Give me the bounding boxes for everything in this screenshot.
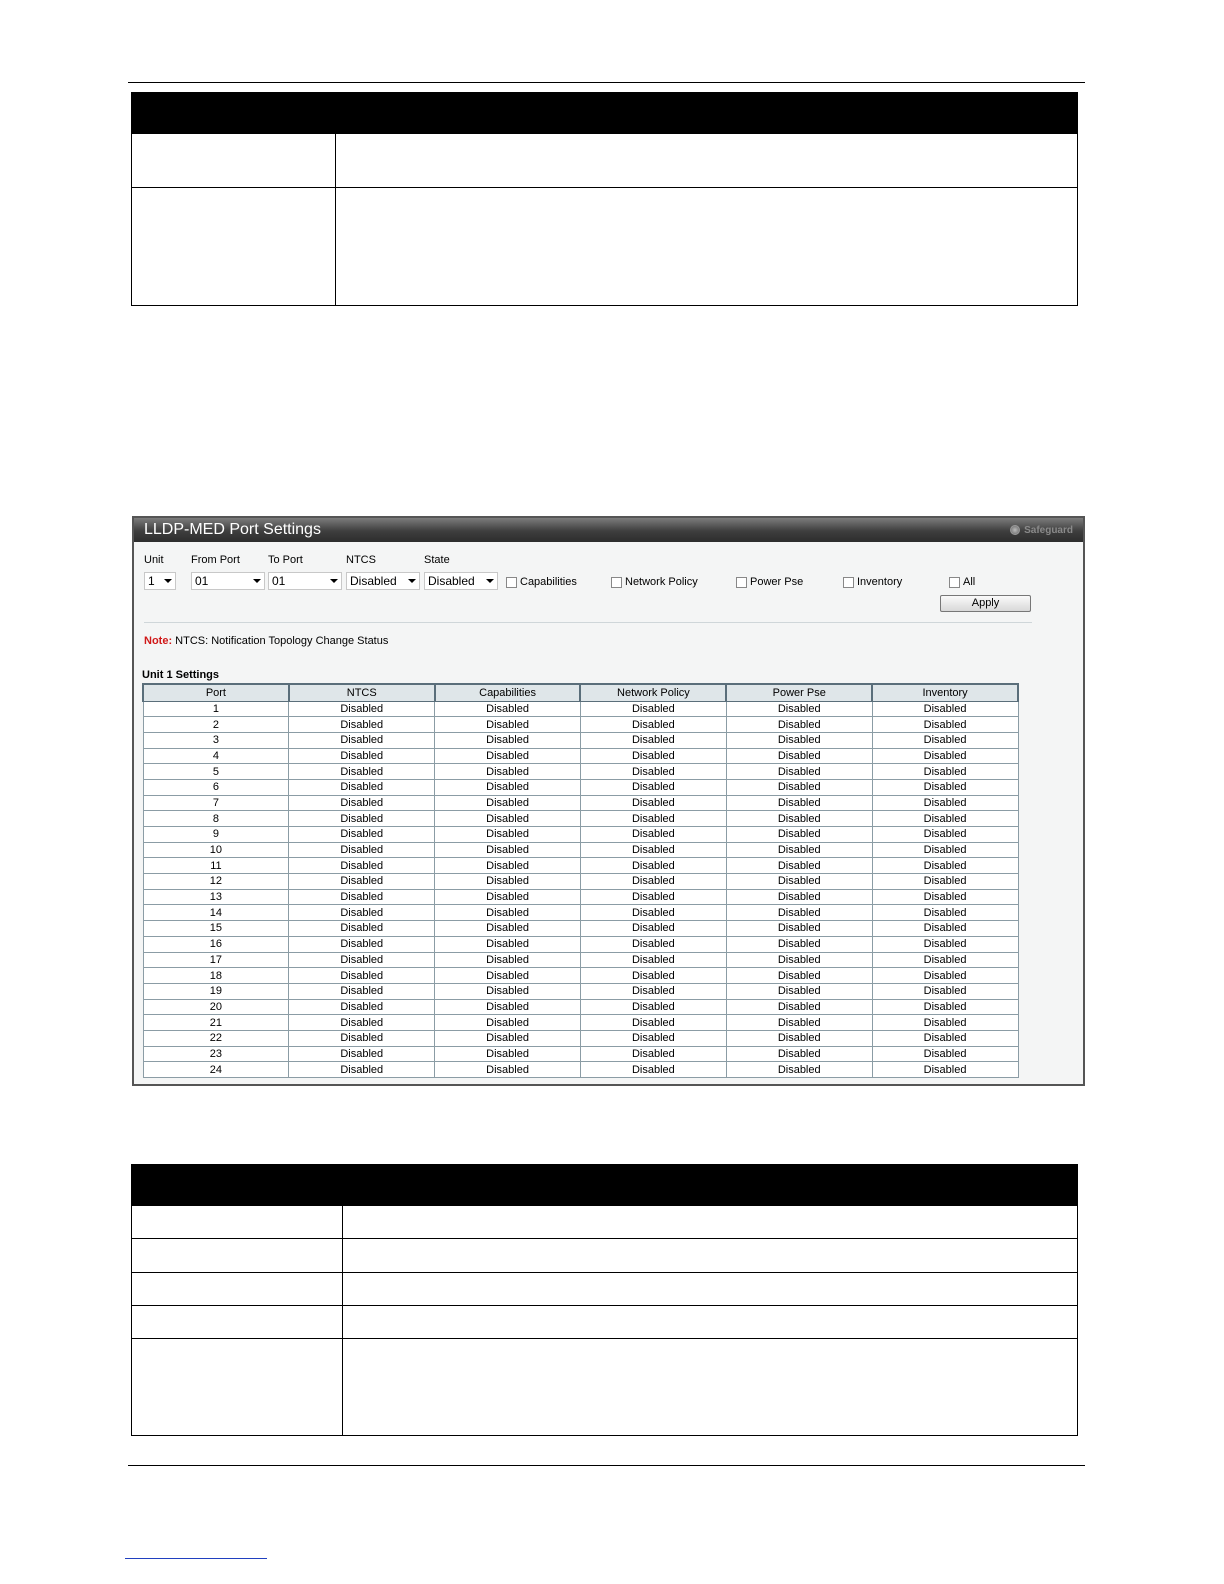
checkbox-icon xyxy=(611,577,622,588)
status-cell: Disabled xyxy=(726,748,872,764)
status-cell: Disabled xyxy=(872,952,1018,968)
status-cell: Disabled xyxy=(872,921,1018,937)
status-cell: Disabled xyxy=(435,717,581,733)
port-cell: 23 xyxy=(143,1046,289,1062)
table-row xyxy=(143,1046,1018,1062)
apply-button[interactable]: Apply xyxy=(940,595,1031,612)
safeguard-indicator xyxy=(1010,525,1073,536)
table-row xyxy=(143,905,1018,921)
port-cell: 2 xyxy=(143,717,289,733)
status-cell: Disabled xyxy=(726,905,872,921)
table-row xyxy=(143,889,1018,905)
port-cell: 18 xyxy=(143,968,289,984)
status-cell: Disabled xyxy=(872,983,1018,999)
status-cell: Disabled xyxy=(872,968,1018,984)
status-cell: Disabled xyxy=(872,905,1018,921)
status-cell: Disabled xyxy=(435,748,581,764)
status-cell: Disabled xyxy=(872,999,1018,1015)
column-header: Inventory xyxy=(872,684,1018,701)
status-cell: Disabled xyxy=(289,701,435,717)
status-cell: Disabled xyxy=(580,779,726,795)
status-cell: Disabled xyxy=(580,952,726,968)
table-row xyxy=(143,795,1018,811)
status-cell: Disabled xyxy=(726,1030,872,1046)
table-row xyxy=(143,717,1018,733)
table-row xyxy=(143,1030,1018,1046)
status-cell: Disabled xyxy=(872,764,1018,780)
status-cell: Disabled xyxy=(872,717,1018,733)
from-port-select-value: 01 xyxy=(195,574,209,588)
status-cell: Disabled xyxy=(580,968,726,984)
port-cell: 22 xyxy=(143,1030,289,1046)
port-cell: 16 xyxy=(143,936,289,952)
inventory-checkbox[interactable] xyxy=(843,576,902,588)
status-cell: Disabled xyxy=(726,921,872,937)
table-row xyxy=(143,858,1018,874)
status-cell: Disabled xyxy=(726,701,872,717)
status-cell: Disabled xyxy=(872,936,1018,952)
parameter-table-row xyxy=(132,1272,1077,1305)
status-cell: Disabled xyxy=(726,874,872,890)
status-cell: Disabled xyxy=(580,795,726,811)
parameter-table-row xyxy=(132,133,1077,187)
status-cell: Disabled xyxy=(435,858,581,874)
status-cell: Disabled xyxy=(872,874,1018,890)
port-cell: 20 xyxy=(143,999,289,1015)
status-cell: Disabled xyxy=(872,779,1018,795)
table-row xyxy=(143,936,1018,952)
status-cell: Disabled xyxy=(580,905,726,921)
table-row xyxy=(143,1062,1018,1078)
status-cell: Disabled xyxy=(435,764,581,780)
window-title: LLDP-MED Port Settings xyxy=(144,521,321,538)
checkbox-icon xyxy=(949,577,960,588)
status-cell: Disabled xyxy=(580,1046,726,1062)
port-cell: 5 xyxy=(143,764,289,780)
status-cell: Disabled xyxy=(289,983,435,999)
status-cell: Disabled xyxy=(726,936,872,952)
to-port-select-value: 01 xyxy=(272,574,286,588)
status-cell: Disabled xyxy=(435,732,581,748)
status-cell: Disabled xyxy=(580,889,726,905)
port-cell: 15 xyxy=(143,921,289,937)
table-row xyxy=(143,1015,1018,1031)
note-text: NTCS: Notification Topology Change Status xyxy=(172,635,389,647)
table-row xyxy=(143,811,1018,827)
capabilities-checkbox-label: Capabilities xyxy=(520,576,577,588)
status-cell: Disabled xyxy=(435,874,581,890)
table-row xyxy=(143,968,1018,984)
table-row xyxy=(143,921,1018,937)
status-cell: Disabled xyxy=(289,1062,435,1078)
status-cell: Disabled xyxy=(435,1062,581,1078)
parameter-table-row xyxy=(132,187,1077,305)
table-row xyxy=(143,983,1018,999)
divider xyxy=(144,622,1032,623)
parameter-table-bottom xyxy=(131,1164,1078,1436)
status-cell: Disabled xyxy=(726,811,872,827)
status-cell: Disabled xyxy=(872,1062,1018,1078)
status-cell: Disabled xyxy=(872,858,1018,874)
port-cell: 6 xyxy=(143,779,289,795)
status-cell: Disabled xyxy=(872,1015,1018,1031)
ntcs-select[interactable] xyxy=(346,572,420,590)
status-cell: Disabled xyxy=(289,795,435,811)
status-cell: Disabled xyxy=(289,842,435,858)
status-cell: Disabled xyxy=(435,1015,581,1031)
status-cell: Disabled xyxy=(726,1062,872,1078)
table-row xyxy=(143,701,1018,717)
all-checkbox-label: All xyxy=(963,576,976,588)
parameter-table-header xyxy=(132,1165,1077,1205)
inventory-checkbox-label: Inventory xyxy=(857,576,903,588)
checkbox-icon xyxy=(843,577,854,588)
status-cell: Disabled xyxy=(872,795,1018,811)
port-cell: 19 xyxy=(143,983,289,999)
status-cell: Disabled xyxy=(289,1030,435,1046)
column-header: NTCS xyxy=(289,684,435,701)
parameter-table-header xyxy=(132,93,1077,133)
status-cell: Disabled xyxy=(580,748,726,764)
status-cell: Disabled xyxy=(289,921,435,937)
status-cell: Disabled xyxy=(289,936,435,952)
port-cell: 9 xyxy=(143,827,289,843)
footer-rule xyxy=(128,1465,1085,1466)
status-cell: Disabled xyxy=(289,827,435,843)
column-header: Network Policy xyxy=(580,684,726,701)
table-row xyxy=(143,874,1018,890)
status-cell: Disabled xyxy=(289,764,435,780)
status-cell: Disabled xyxy=(726,1015,872,1031)
table-row xyxy=(143,827,1018,843)
unit-select[interactable] xyxy=(144,572,176,590)
status-cell: Disabled xyxy=(289,889,435,905)
capabilities-checkbox[interactable] xyxy=(506,576,577,588)
parameter-table-top xyxy=(131,92,1078,306)
status-cell: Disabled xyxy=(872,827,1018,843)
port-cell: 14 xyxy=(143,905,289,921)
status-cell: Disabled xyxy=(726,968,872,984)
status-cell: Disabled xyxy=(435,905,581,921)
network-policy-checkbox-label: Network Policy xyxy=(625,576,698,588)
status-cell: Disabled xyxy=(435,952,581,968)
port-cell: 12 xyxy=(143,874,289,890)
safeguard-status-icon xyxy=(1010,525,1020,535)
status-cell: Disabled xyxy=(580,874,726,890)
status-cell: Disabled xyxy=(435,811,581,827)
port-cell: 1 xyxy=(143,701,289,717)
status-cell: Disabled xyxy=(289,748,435,764)
from-port-select[interactable] xyxy=(191,572,265,590)
port-cell: 10 xyxy=(143,842,289,858)
status-cell: Disabled xyxy=(726,952,872,968)
status-cell: Disabled xyxy=(726,732,872,748)
status-cell: Disabled xyxy=(580,717,726,733)
status-cell: Disabled xyxy=(289,874,435,890)
status-cell: Disabled xyxy=(580,858,726,874)
status-cell: Disabled xyxy=(872,1030,1018,1046)
checkbox-icon xyxy=(506,577,517,588)
ntcs-label: NTCS xyxy=(346,554,376,566)
table-row xyxy=(143,999,1018,1015)
status-cell: Disabled xyxy=(435,827,581,843)
status-cell: Disabled xyxy=(872,811,1018,827)
status-cell: Disabled xyxy=(580,701,726,717)
footer-link-underline xyxy=(125,1558,267,1559)
status-cell: Disabled xyxy=(289,952,435,968)
status-cell: Disabled xyxy=(726,779,872,795)
table-row xyxy=(143,748,1018,764)
status-cell: Disabled xyxy=(580,842,726,858)
port-cell: 11 xyxy=(143,858,289,874)
status-cell: Disabled xyxy=(580,827,726,843)
status-cell: Disabled xyxy=(580,732,726,748)
to-port-select[interactable] xyxy=(268,572,342,590)
port-cell: 21 xyxy=(143,1015,289,1031)
status-cell: Disabled xyxy=(435,921,581,937)
status-cell: Disabled xyxy=(435,1046,581,1062)
status-cell: Disabled xyxy=(726,827,872,843)
status-cell: Disabled xyxy=(289,732,435,748)
port-cell: 3 xyxy=(143,732,289,748)
table-row xyxy=(143,779,1018,795)
status-cell: Disabled xyxy=(726,764,872,780)
status-cell: Disabled xyxy=(435,795,581,811)
power-pse-checkbox-label: Power Pse xyxy=(750,576,804,588)
table-row xyxy=(143,764,1018,780)
status-cell: Disabled xyxy=(289,905,435,921)
status-cell: Disabled xyxy=(726,999,872,1015)
status-cell: Disabled xyxy=(580,764,726,780)
status-cell: Disabled xyxy=(289,1015,435,1031)
note-label: Note: xyxy=(144,635,173,647)
port-cell: 4 xyxy=(143,748,289,764)
table-row xyxy=(143,952,1018,968)
state-select[interactable] xyxy=(424,572,498,590)
status-cell: Disabled xyxy=(289,858,435,874)
status-cell: Disabled xyxy=(435,983,581,999)
status-cell: Disabled xyxy=(580,1015,726,1031)
status-cell: Disabled xyxy=(580,1030,726,1046)
status-cell: Disabled xyxy=(289,1046,435,1062)
port-cell: 17 xyxy=(143,952,289,968)
status-cell: Disabled xyxy=(726,1046,872,1062)
chevron-down-icon xyxy=(330,579,338,583)
port-cell: 13 xyxy=(143,889,289,905)
status-cell: Disabled xyxy=(872,1046,1018,1062)
status-cell: Disabled xyxy=(726,717,872,733)
status-cell: Disabled xyxy=(872,889,1018,905)
parameter-table-row xyxy=(132,1205,1077,1238)
status-cell: Disabled xyxy=(580,921,726,937)
window-title-bar xyxy=(134,518,1083,542)
status-cell: Disabled xyxy=(289,968,435,984)
power-pse-checkbox[interactable] xyxy=(736,576,803,588)
checkbox-icon xyxy=(736,577,747,588)
unit-label: Unit xyxy=(144,554,164,566)
status-cell: Disabled xyxy=(289,779,435,795)
parameter-table-row xyxy=(132,1305,1077,1338)
status-cell: Disabled xyxy=(435,936,581,952)
unit-settings-title: Unit 1 Settings xyxy=(142,669,220,681)
status-cell: Disabled xyxy=(580,1062,726,1078)
ntcs-select-value: Disabled xyxy=(350,574,397,588)
status-cell: Disabled xyxy=(580,999,726,1015)
chevron-down-icon xyxy=(408,579,416,583)
status-cell: Disabled xyxy=(872,732,1018,748)
lldp-med-port-settings-window xyxy=(132,516,1085,1086)
note xyxy=(144,635,388,647)
parameter-table-row xyxy=(132,1338,1077,1435)
header-rule xyxy=(128,82,1085,83)
column-header: Capabilities xyxy=(435,684,581,701)
chevron-down-icon xyxy=(486,579,494,583)
status-cell: Disabled xyxy=(289,999,435,1015)
status-cell: Disabled xyxy=(435,1030,581,1046)
safeguard-label: Safeguard xyxy=(1024,524,1073,536)
port-settings-table xyxy=(142,683,1019,1078)
status-cell: Disabled xyxy=(580,936,726,952)
all-checkbox[interactable] xyxy=(949,576,975,588)
status-cell: Disabled xyxy=(435,968,581,984)
status-cell: Disabled xyxy=(580,983,726,999)
status-cell: Disabled xyxy=(289,811,435,827)
state-label: State xyxy=(424,554,450,566)
status-cell: Disabled xyxy=(435,779,581,795)
status-cell: Disabled xyxy=(726,983,872,999)
table-header-row xyxy=(143,684,1018,701)
table-row xyxy=(143,732,1018,748)
state-select-value: Disabled xyxy=(428,574,475,588)
table-row xyxy=(143,842,1018,858)
status-cell: Disabled xyxy=(726,842,872,858)
status-cell: Disabled xyxy=(872,842,1018,858)
chevron-down-icon xyxy=(164,579,172,583)
column-header: Power Pse xyxy=(726,684,872,701)
port-cell: 24 xyxy=(143,1062,289,1078)
port-cell: 7 xyxy=(143,795,289,811)
status-cell: Disabled xyxy=(726,889,872,905)
network-policy-checkbox[interactable] xyxy=(611,576,698,588)
status-cell: Disabled xyxy=(289,717,435,733)
to-port-label: To Port xyxy=(268,554,303,566)
port-cell: 8 xyxy=(143,811,289,827)
chevron-down-icon xyxy=(253,579,261,583)
status-cell: Disabled xyxy=(435,889,581,905)
status-cell: Disabled xyxy=(435,999,581,1015)
status-cell: Disabled xyxy=(872,748,1018,764)
status-cell: Disabled xyxy=(435,842,581,858)
unit-select-value: 1 xyxy=(148,574,155,588)
status-cell: Disabled xyxy=(580,811,726,827)
status-cell: Disabled xyxy=(435,701,581,717)
status-cell: Disabled xyxy=(872,701,1018,717)
column-header: Port xyxy=(143,684,289,701)
parameter-table-row xyxy=(132,1238,1077,1272)
status-cell: Disabled xyxy=(726,858,872,874)
status-cell: Disabled xyxy=(726,795,872,811)
from-port-label: From Port xyxy=(191,554,240,566)
